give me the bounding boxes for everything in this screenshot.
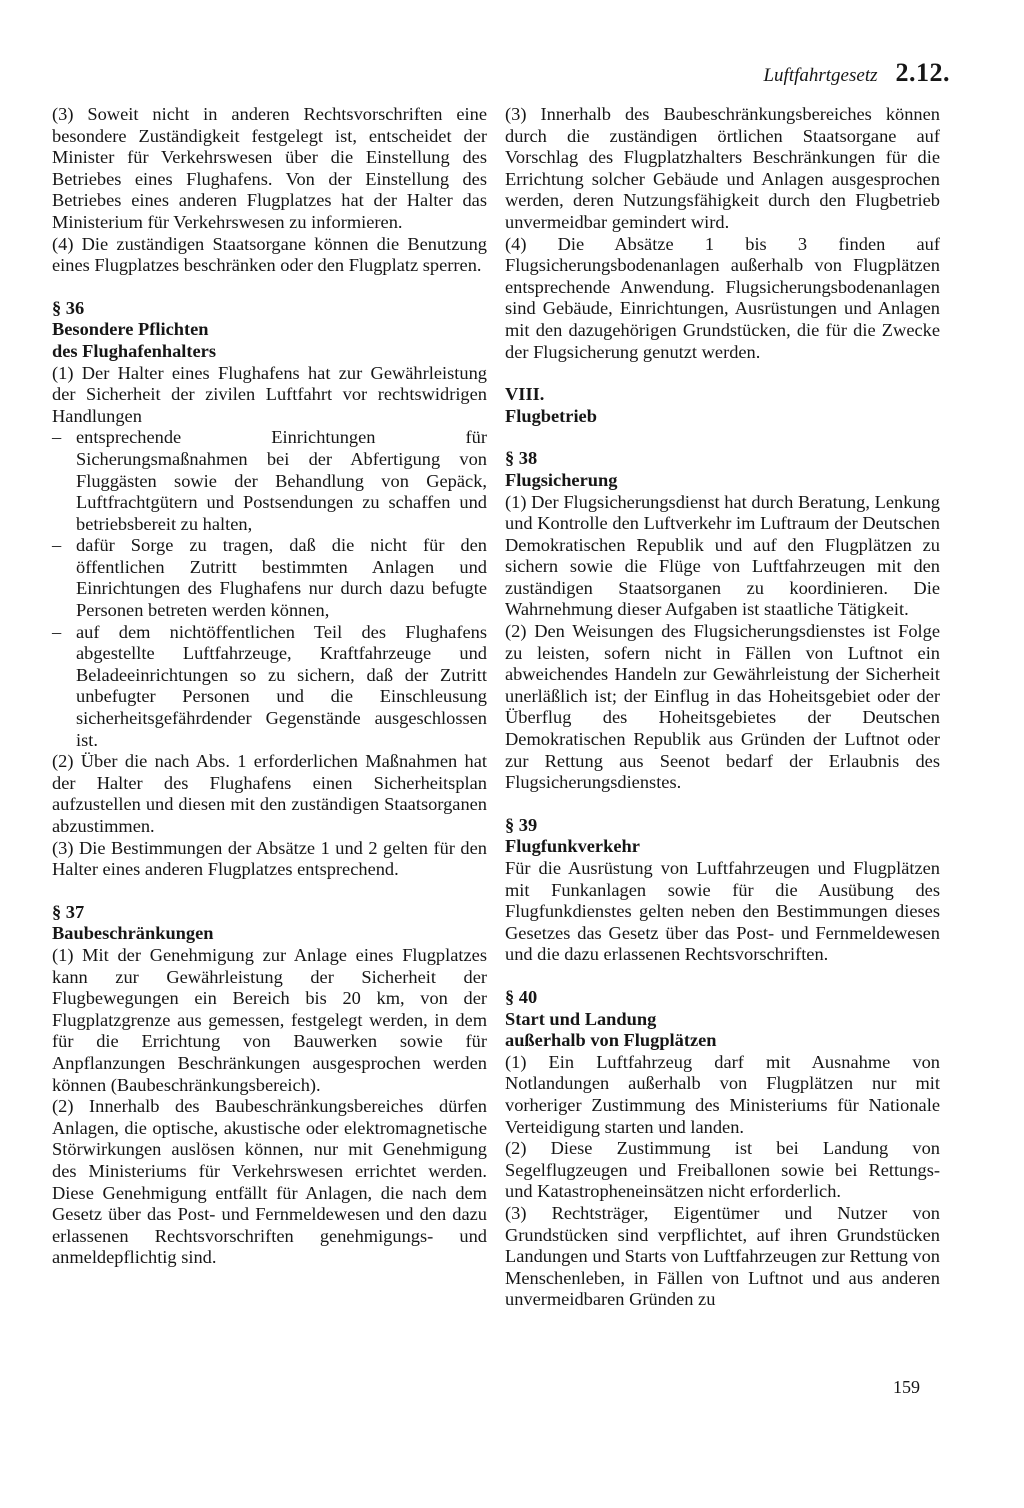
running-title: Luftfahrtgesetz	[763, 65, 878, 86]
section-38	[505, 448, 940, 794]
running-header	[763, 58, 950, 88]
paragraph-35-3: (3) Soweit nicht in anderen Rechtsvorschriften eine besondere Zuständigkeit festgelegt ist, entscheidet der Minister für Verkehrswesen über die Einstellung des Betriebes eines Flughafens. Von der Einstellung des Betriebes eines anderen Flugplatzes hat der Halter das Ministerium für Verkehrswesen zu informieren.	[52, 104, 487, 232]
section-36-paragraph-2: (2) Über die nach Abs. 1 erforderlichen Maßnahmen hat der Halter des Flughafens einen Sicherheitsplan aufzustellen und diesen mit den zuständigen Staatsorganen abzustimmen.	[52, 751, 487, 836]
section-40-number: § 40	[505, 986, 538, 1007]
section-40-paragraph-1: (1) Ein Luftfahrzeug darf mit Ausnahme von Notlandungen außerhalb von Flugplätzen nur mit vorheriger Zustimmung des Ministeriums für Nationale Verteidigung starten und landen.	[505, 1051, 940, 1137]
part-8-heading	[505, 384, 940, 427]
section-37-paragraph-1: (1) Mit der Genehmigung zur Anlage eines Flugplatzes kann zur Gewährleistung der Sicherheit der Flugbewegungen ein Bereich bis 20 km, von der Flugplatzgrenze aus gemessen, festgelegt werden, in dem für die Errichtung von Bauwerken sowie für Anpflanzungen Beschränkungen ausgesprochen werden können (Baubeschränkungsbereich).	[52, 944, 487, 1095]
paragraph-35-4: (4) Die zuständigen Staatsorgane können die Benutzung eines Flugplatzes beschränken oder den Flugplatz sperren.	[52, 233, 487, 276]
section-39	[505, 815, 940, 966]
section-36-list	[52, 427, 487, 751]
section-36-title-line2: des Flughafenhalters	[52, 340, 216, 361]
section-37-title: Baubeschränkungen	[52, 923, 214, 944]
section-37-number: § 37	[52, 901, 85, 922]
page-number: 159	[893, 1377, 920, 1397]
section-37	[52, 902, 487, 1269]
section-39-title: Flugfunkverkehr	[505, 836, 640, 857]
section-39-number: § 39	[505, 814, 538, 835]
paragraph-37-4: (4) Die Absätze 1 bis 3 finden auf Flugsicherungsbodenanlagen außerhalb von Flugplätzen entsprechende Anwendung. Flugsicherungsbodenanlagen sind Gebäude, Einrichtungen, Ausrüstungen und Anlagen mit den dazugehörigen Grundstücken, die für die Zwecke der Flugsicherung genutzt werden.	[505, 233, 940, 362]
section-40-title-line2: außerhalb von Flugplätzen	[505, 1030, 717, 1051]
part-title: Flugbetrieb	[505, 405, 597, 426]
section-38-number: § 38	[505, 448, 538, 469]
section-40-paragraph-3: (3) Rechtsträger, Eigentümer und Nutzer von Grundstücken sind verpflichtet, auf ihren Grundstücken Landungen und Starts von Luftfahrzeugen zur Rettung von Menschenleben, in Fällen von Luftnot und aus anderen unvermeidbaren Gründen zu	[505, 1202, 940, 1310]
left-column	[52, 104, 487, 1269]
section-36-number: § 36	[52, 297, 85, 318]
section-36-title-line1: Besondere Pflichten	[52, 319, 209, 340]
section-36	[52, 298, 487, 881]
section-38-paragraph-2: (2) Den Weisungen des Flugsicherungsdienstes ist Folge zu leisten, sofern nicht in Fällen von Luftnot ein abweichendes Handeln zur Gewährleistung der Sicherheit unerläßlich ist; der Einflug in das Hoheitsgebiet oder der Überflug des Hoheitsgebietes der Deutschen Demokratischen Republik aus Gründen der Luftnot oder zur Rettung aus Seenot bedarf der Erlaubnis des Flugsicherungsdienstes.	[505, 621, 940, 793]
section-37-paragraph-2: (2) Innerhalb des Baubeschränkungsbereiches dürfen Anlagen, die optische, akustische oder elektromagnetische Störwirkungen auslösen können, nur mit Genehmigung des Ministeriums für Verkehrswesen errichtet werden. Diese Genehmigung entfällt für Anlagen, die nach dem Gesetz über das Post- und Fernmeldewesen und den dazu erlassenen Rechtsvorschriften genehmigungs- und anmeldepflichtig sind.	[52, 1096, 487, 1268]
section-38-title: Flugsicherung	[505, 469, 618, 490]
part-number: VIII.	[505, 384, 545, 405]
paragraph-37-3: (3) Innerhalb des Baubeschränkungsbereiches können durch die zuständigen örtlichen Staatsorgane auf Vorschlag des Flugplatzhalters Beschränkungen für die Errichtung solcher Gebäude und Anlagen ausgesprochen werden, deren Nutzungsfähigkeit durch den Flugbetrieb unvermeidbar gemindert wird.	[505, 104, 940, 232]
right-column	[505, 104, 940, 1311]
section-39-paragraph-1: Für die Ausrüstung von Luftfahrzeugen und Flugplätzen mit Funkanlagen sowie für die Ausübung des Flugfunkdienstes gelten neben den Bestimmungen dieses Gesetzes das Gesetz über das Post- und Fernmeldewesen und die dazu erlassenen Rechtsvorschriften.	[505, 858, 940, 965]
list-item: – entsprechende Einrichtungen für Sicherungsmaßnahmen bei der Abfertigung von Fluggästen sowie der Behandlung von Gepäck, Luftfrachtgütern und Postsendungen zu schaffen und betriebsbereit zu halten,	[52, 427, 487, 535]
section-36-paragraph-1: (1) Der Halter eines Flughafens hat zur Gewährleistung der Sicherheit der zivilen Luftfahrt vor rechtswidrigen Handlungen	[52, 362, 487, 426]
section-36-paragraph-3: (3) Die Bestimmungen der Absätze 1 und 2 gelten für den Halter eines anderen Flugplatzes entsprechend.	[52, 837, 487, 880]
list-item: – auf dem nichtöffentlichen Teil des Flughafens abgestellte Luftfahrzeuge, Kraftfahrzeuge und Beladeeinrichtungen so zu sichern, daß der Zutritt unbefugter Personen und die Einschleusung sicherheitsgefährdender Gegenstände ausgeschlossen ist.	[52, 622, 487, 752]
section-40-title-line1: Start und Landung	[505, 1008, 657, 1029]
section-40	[505, 987, 940, 1311]
chapter-number: 2.12.	[895, 58, 950, 87]
section-38-paragraph-1: (1) Der Flugsicherungsdienst hat durch Beratung, Lenkung und Kontrolle den Luftverkehr im Luftraum der Deutschen Demokratischen Republik und auf den Flugplätzen zu sichern sowie die Flüge von Luftfahrzeugen mit den zuständigen Staatsorganen zu koordinieren. Die Wahrnehmung dieser Aufgaben ist staatliche Tätigkeit.	[505, 491, 940, 620]
section-40-paragraph-2: (2) Diese Zustimmung ist bei Landung von Segelflugzeugen und Freiballonen sowie bei Rettungs- und Katastropheneinsätzen nicht erforderlich.	[505, 1138, 940, 1202]
list-item: – dafür Sorge zu tragen, daß die nicht für den öffentlichen Zutritt bestimmten Anlagen und Einrichtungen des Flughafens nur durch dazu befugte Personen betreten werden können,	[52, 535, 487, 621]
